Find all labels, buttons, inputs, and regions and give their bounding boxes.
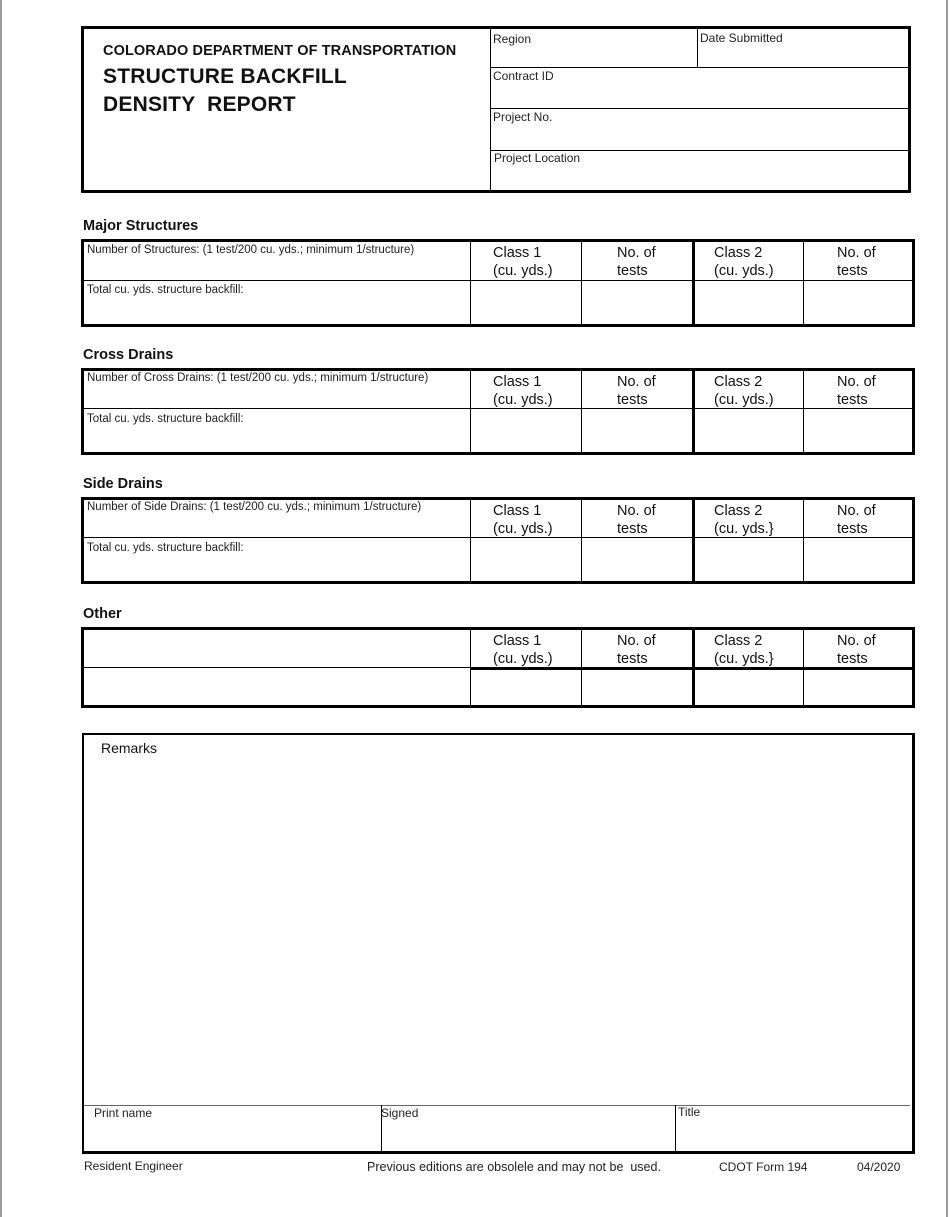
column-header-class1: [493, 373, 553, 409]
column-header-tests: [837, 373, 876, 409]
column-header-line: (cu. yds.}: [714, 521, 774, 537]
column-header-line: No. of: [617, 374, 656, 390]
column-header-line: tests: [837, 521, 868, 537]
remarks-box: [82, 733, 915, 1154]
signature-rule: [675, 1105, 676, 1151]
total-backfill-field[interactable]: Total cu. yds. structure backfill:: [87, 284, 244, 296]
total-backfill-field[interactable]: Total cu. yds. structure backfill:: [87, 542, 244, 554]
column-header-line: (cu. yds.): [493, 263, 553, 279]
column-header-line: tests: [837, 263, 868, 279]
class1-input[interactable]: [471, 409, 581, 452]
other-description-input[interactable]: [84, 630, 470, 667]
structure-count-field[interactable]: Number of Structures: (1 test/200 cu. yds.; minimum 1/structure): [87, 244, 415, 256]
section-title-major-structures: Major Structures: [83, 218, 199, 234]
remarks-textarea[interactable]: [86, 765, 910, 1103]
form-number: CDOT Form 194: [719, 1160, 808, 1174]
column-header-line: (cu. yds.): [714, 392, 774, 408]
cross-drains-table: [81, 368, 915, 455]
column-header-line: No. of: [837, 374, 876, 390]
column-header-line: tests: [617, 521, 648, 537]
class2-input[interactable]: [695, 281, 803, 324]
class2-tests-input[interactable]: [804, 538, 912, 581]
column-header-line: tests: [837, 392, 868, 408]
contract-id-field[interactable]: Contract ID: [493, 69, 554, 83]
class2-tests-input[interactable]: [804, 281, 912, 324]
header-rule: [697, 29, 698, 67]
column-header-tests: [837, 632, 876, 668]
report-header: [81, 26, 911, 193]
column-header-line: tests: [617, 651, 648, 667]
column-header-class2: [714, 502, 774, 538]
column-header-line: (cu. yds.): [493, 651, 553, 667]
class1-input[interactable]: [471, 538, 581, 581]
class1-input[interactable]: [471, 670, 581, 705]
column-header-class2: [714, 632, 774, 668]
column-header-tests: [617, 373, 656, 409]
class2-input[interactable]: [695, 538, 803, 581]
class2-input[interactable]: [695, 670, 803, 705]
resident-engineer-label: Resident Engineer: [84, 1159, 183, 1173]
class2-tests-input[interactable]: [804, 670, 912, 705]
form-title: [103, 63, 347, 119]
class1-tests-input[interactable]: [582, 670, 692, 705]
header-rule: [490, 108, 911, 109]
column-header-tests: [837, 244, 876, 280]
cross-drain-count-field[interactable]: Number of Cross Drains: (1 test/200 cu. yds.; minimum 1/structure): [87, 372, 429, 384]
column-header-class1: [493, 502, 553, 538]
form-date: 04/2020: [857, 1160, 901, 1174]
region-field[interactable]: Region: [493, 32, 532, 46]
column-header-class2: [714, 244, 774, 280]
other-table: [81, 627, 915, 708]
page-edge-left: [0, 0, 2, 1217]
column-header-line: Class 1: [493, 245, 542, 261]
section-title-side-drains: Side Drains: [83, 476, 163, 492]
column-header-line: Class 2: [714, 633, 763, 649]
major-structures-table: [81, 239, 915, 327]
column-header-line: Class 2: [714, 503, 763, 519]
agency-name: COLORADO DEPARTMENT OF TRANSPORTATION: [103, 43, 457, 59]
column-header-line: No. of: [617, 633, 656, 649]
project-no-field[interactable]: Project No.: [493, 110, 553, 124]
form-title-line1: STRUCTURE BACKFILL: [103, 65, 347, 88]
column-header-line: Class 1: [493, 374, 542, 390]
column-header-class1: [493, 632, 553, 668]
column-header-line: No. of: [617, 503, 656, 519]
column-header-line: (cu. yds.): [714, 263, 774, 279]
column-header-tests: [617, 632, 656, 668]
class1-tests-input[interactable]: [582, 281, 692, 324]
column-header-tests: [617, 244, 656, 280]
column-header-line: (cu. yds.}: [714, 651, 774, 667]
column-header-line: No. of: [837, 503, 876, 519]
class2-input[interactable]: [695, 409, 803, 452]
title-field[interactable]: Title: [678, 1105, 701, 1119]
column-header-line: Class 2: [714, 245, 763, 261]
column-header-line: Class 1: [493, 633, 542, 649]
project-location-field[interactable]: Project Location: [494, 151, 581, 165]
print-name-field[interactable]: Print name: [94, 1106, 153, 1120]
header-rule: [490, 67, 911, 68]
total-backfill-field[interactable]: Total cu. yds. structure backfill:: [87, 413, 244, 425]
side-drain-count-field[interactable]: Number of Side Drains: (1 test/200 cu. yds.; minimum 1/structure): [87, 501, 422, 513]
section-title-cross-drains: Cross Drains: [83, 347, 174, 363]
form-title-line2: DENSITY REPORT: [103, 93, 296, 116]
column-header-line: tests: [617, 392, 648, 408]
column-header-line: tests: [617, 263, 648, 279]
obsolete-notice: Previous editions are obsolele and may not be used.: [367, 1160, 661, 1174]
class1-tests-input[interactable]: [582, 538, 692, 581]
other-total-input[interactable]: [84, 668, 470, 705]
column-header-line: (cu. yds.): [493, 521, 553, 537]
section-title-other: Other: [83, 606, 122, 622]
column-header-line: No. of: [837, 245, 876, 261]
class1-input[interactable]: [471, 281, 581, 324]
column-header-line: Class 2: [714, 374, 763, 390]
column-header-line: No. of: [617, 245, 656, 261]
column-header-line: Class 1: [493, 503, 542, 519]
signed-field[interactable]: Signed: [381, 1106, 419, 1120]
remarks-label: Remarks: [101, 740, 158, 756]
column-header-class2: [714, 373, 774, 409]
page-edge-right: [946, 0, 948, 1217]
column-header-line: tests: [837, 651, 868, 667]
column-header-tests: [837, 502, 876, 538]
column-header-tests: [617, 502, 656, 538]
column-header-line: No. of: [837, 633, 876, 649]
signature-rule: [84, 1105, 910, 1106]
date-submitted-field[interactable]: Date Submitted: [700, 31, 783, 45]
side-drains-table: [81, 497, 915, 584]
class2-tests-input[interactable]: [804, 409, 912, 452]
column-header-class1: [493, 244, 553, 280]
column-header-line: (cu. yds.): [493, 392, 553, 408]
class1-tests-input[interactable]: [582, 409, 692, 452]
header-divider: [490, 29, 491, 190]
